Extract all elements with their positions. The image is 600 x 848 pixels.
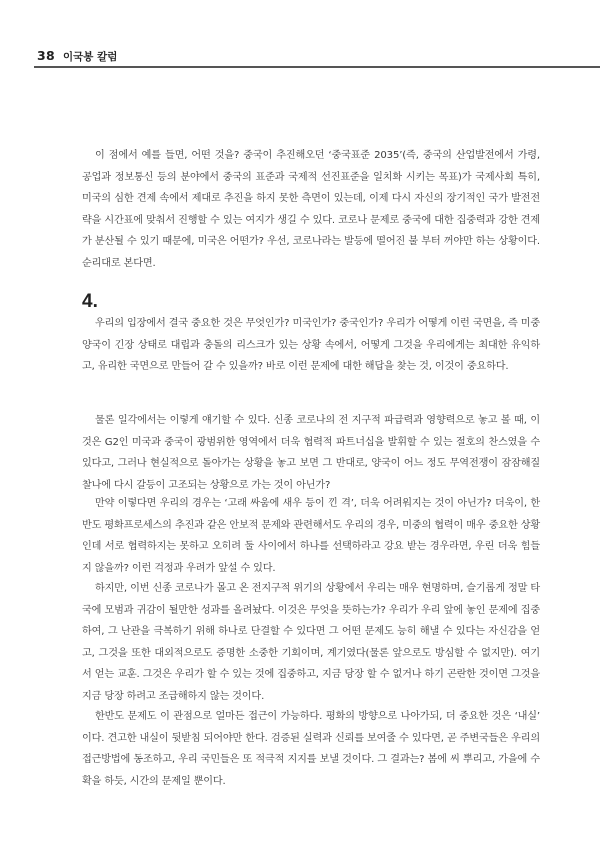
paragraph: 만약 이렇다면 우리의 경우는 ‘고래 싸움에 새우 등이 낀 격’, 더욱 어려워지는 것이 아닌가? 더욱이, 한반도 평화프로세스의 추진과 같은 안보적 문제와 관련해서도 우리의 경우, 미중의 협력이 매우 중요한 상황인데 서로 협력하지는 못하고 오히려 둘 사이에서 하나를 선택하라고 강요 받는 경우라면, 우린 더욱 힘들지 않을까? 이런 걱정과 우려가 앞설 수 있다. — [82, 498, 540, 574]
section-number: 4. — [82, 291, 98, 312]
column-title: 이국봉 칼럼 — [63, 51, 118, 63]
paragraph-block — [82, 410, 540, 496]
paragraph: 한반도 문제도 이 관점으로 얼마든 접근이 가능하다. 평화의 방향으로 나아가되, 더 중요한 것은 ‘내실’ 이다. 견고한 내실이 뒷받침 되어야만 한다. 검증된 실력과 신뢰를 보여줄 수 있다면, 곧 주변국들은 우리의 접근방법에 동조하고, 우리 국민들은 또 적극적 지지를 보낼 것이다. 그 결과는? 봄에 씨 뿌리고, 가을에 수확을 하듯, 시간의 문제일 뿐이다. — [82, 711, 540, 787]
paragraph: 하지만, 이번 신종 코로나가 몰고 온 전지구적 위기의 상황에서 우리는 매우 현명하며, 슬기롭게 정말 타국에 모범과 귀감이 될만한 성과를 올려놨다. 이것은 무엇을 뜻하는가? 우리가 우리 앞에 놓인 문제에 집중하여, 그 난관을 극복하기 위해 하나로 단결할 수 있다면 그 어떤 문제도 능히 해낼 수 있다는 자신감을 얻고, 그것을 또한 대외적으로도 증명한 소중한 기회이며, 계기였다(물론 앞으로도 방심할 수 없지만). 여기서 얻는 교훈. 그것은 우리가 할 수 있는 것에 집중하고, 지금 당장 할 수 없거나 하기 곤란한 것이면 그것을 지금 당장 하려고 조급해하지 않는 것이다. — [82, 583, 540, 702]
paragraph-block — [82, 706, 540, 792]
paragraph: 우리의 입장에서 결국 중요한 것은 무엇인가? 미국인가? 중국인가? 우리가 어떻게 이런 국면을, 즉 미중 양국이 긴장 상태로 대립과 충돌의 리스크가 있는 상황 속에서, 어떻게 그것을 우리에게는 최대한 유익하고, 유리한 국면으로 만들어 갈 수 있을까? 바로 이런 문제에 대한 해답을 찾는 것, 이것이 중요하다. — [82, 318, 540, 372]
header-divider — [34, 66, 600, 68]
page-number: 38 — [37, 48, 55, 63]
paragraph-block — [82, 578, 540, 707]
paragraph-block-intro — [82, 145, 540, 274]
paragraph-block-section-4 — [82, 313, 540, 378]
paragraph: 물론 일각에서는 이렇게 얘기할 수 있다. 신종 코로나의 전 지구적 파급력과 영향력으로 놓고 볼 때, 이것은 G2인 미국과 중국이 광범위한 영역에서 더욱 협력적 파트너십을 발휘할 수 있는 절호의 찬스였을 수 있다고, 그러나 현실적으로 돌아가는 상황을 놓고 보면 그 반대로, 양국이 어느 정도 무역전쟁이 잠잠해질 찰나에 다시 갈등이 고조되는 상황으로 가는 것이 아닌가? — [82, 415, 540, 491]
paragraph: 이 점에서 예를 들면, 어떤 것을? 중국이 추진해오던 ‘중국표준 2035’(즉, 중국의 산업발전에서 가령, 공업과 정보통신 등의 분야에서 중국의 표준과 국제적 선진표준을 일치화 시키는 목표)가 국제사회 특히, 미국의 심한 견제 속에서 제대로 추진을 하지 못한 측면이 있는데, 이제 다시 자신의 장기적인 국가 발전전략을 시간표에 맞춰서 진행할 수 있는 여지가 생길 수 있다. 코로나 문제로 중국에 대한 집중력과 강한 견제가 분산될 수 있기 때문에, 미국은 어떤가? 우선, 코로나라는 발등에 떨어진 불 부터 꺼야만 하는 상황이다. 순리대로 본다면. — [82, 150, 540, 269]
paragraph-block — [82, 493, 540, 579]
page-header — [0, 48, 600, 74]
